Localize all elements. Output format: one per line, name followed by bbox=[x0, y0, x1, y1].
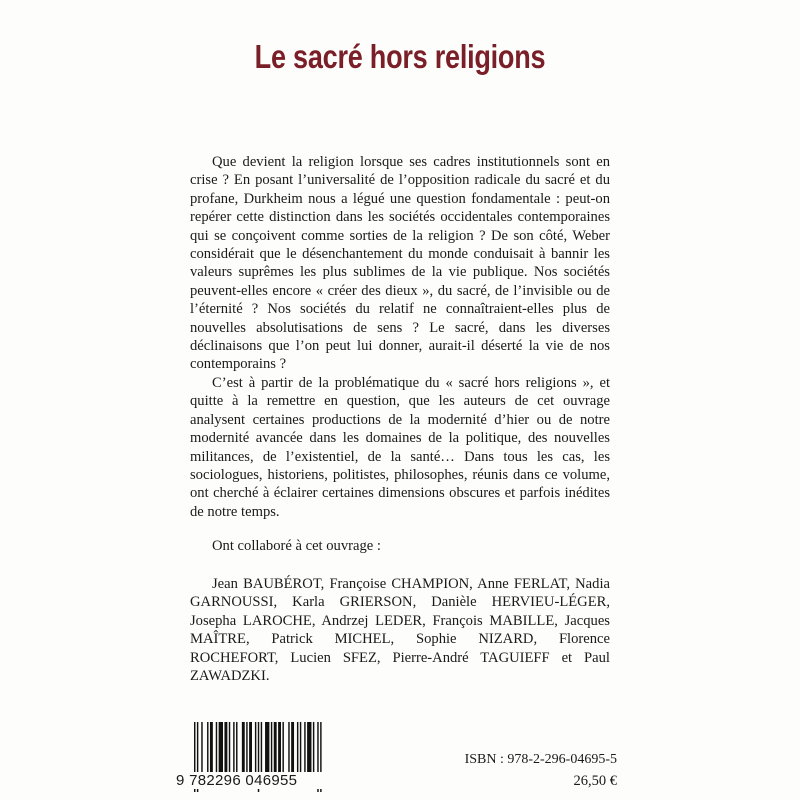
contributors-names: Jean BAUBÉROT, Françoise CHAMPION, Anne FERLAT, Nadia GARNOUSSI, Karla GRIERSON, Danièle HERVIEU-LÉGER, Josepha LAROCHE, Andrzej LEDER, François MABILLE, Jacques MAÎTRE, Patrick MICHEL, Sophie NIZARD, Florence ROCHEFORT, Lucien SFEZ, Pierre-André TAGUIEFF et Paul ZAWADZKI. bbox=[190, 576, 610, 685]
barcode-bar bbox=[229, 722, 230, 772]
summary-text bbox=[190, 153, 610, 521]
price-label: 26,50 € bbox=[573, 773, 617, 789]
barcode-bar bbox=[300, 722, 301, 772]
barcode-bar bbox=[313, 722, 314, 772]
barcode-bar bbox=[236, 722, 237, 772]
isbn-label: ISBN : 978-2-296-04695-5 bbox=[464, 752, 617, 767]
barcode-bar bbox=[210, 722, 213, 772]
barcode-bar bbox=[278, 722, 281, 772]
barcode-bar bbox=[207, 722, 208, 772]
barcode-bar bbox=[201, 722, 202, 772]
contributors-heading: Ont collaboré à cet ouvrage : bbox=[212, 538, 381, 554]
barcode-bar bbox=[271, 722, 272, 772]
barcode-bar bbox=[261, 722, 262, 772]
barcode-bar bbox=[274, 722, 277, 772]
barcode-bar bbox=[249, 722, 252, 772]
summary-paragraph-1: Que devient la religion lorsque ses cadres institutionnels sont en crise ? En posant l’universalité de l’opposition radicale du sacré et du profane, Durkheim nous a légué une question fondamentale : peut-on repérer cette distinction dans les sociétés occidentales contemporaines qui se conçoivent comme sorties de la religion ? De son côté, Weber considérait que le désenchantement du monde conduisait à bannir les valeurs suprêmes les plus sublimes de la vie publique. Nos sociétés peuvent-elles encore « créer des dieux », du sacré, de l’invisible ou de l’éternité ? Nos sociétés du relatif ne connaîtraient-elles plus de nouvelles absolutisations de sens ? Le sacré, dans les diverses déclinaisons que l’on peut lui donner, aurait-il déserté la vie de nos contemporains ? bbox=[190, 154, 610, 373]
summary-paragraph-2: C’est à partir de la problématique du « sacré hors religions », et quitte à la remettre en question, que les auteurs de cet ouvrage analysent certaines productions de la modernité d’hier ou de notre modernité avancée dans les domaines de la politique, des nouvelles militances, de l’existentiel, de la santé… Dans tous les cas, les sociologues, historiens, politistes, philosophes, réunis dans ce volume, ont cherché à éclairer certaines dimensions obscures et parfois inédites de notre temps. bbox=[190, 374, 610, 520]
barcode-bar bbox=[233, 722, 234, 772]
barcode-bar bbox=[291, 722, 294, 772]
barcode-bar bbox=[288, 722, 289, 772]
barcode-bar bbox=[219, 722, 223, 772]
barcode-bar bbox=[282, 722, 283, 772]
book-title: Le sacré hors religions bbox=[254, 38, 546, 75]
barcode-bar bbox=[224, 722, 227, 772]
barcode-bar bbox=[297, 722, 298, 772]
barcode-bar bbox=[216, 722, 217, 772]
barcode-bar bbox=[246, 722, 247, 772]
barcode-bar bbox=[307, 722, 311, 772]
barcode-bar bbox=[265, 722, 269, 772]
barcode-bar bbox=[255, 722, 256, 772]
barcode-digits: 9 782296 046955 bbox=[176, 772, 376, 789]
barcode-bar bbox=[304, 722, 305, 772]
contributors-list bbox=[190, 575, 610, 685]
barcode-bar bbox=[242, 722, 245, 772]
